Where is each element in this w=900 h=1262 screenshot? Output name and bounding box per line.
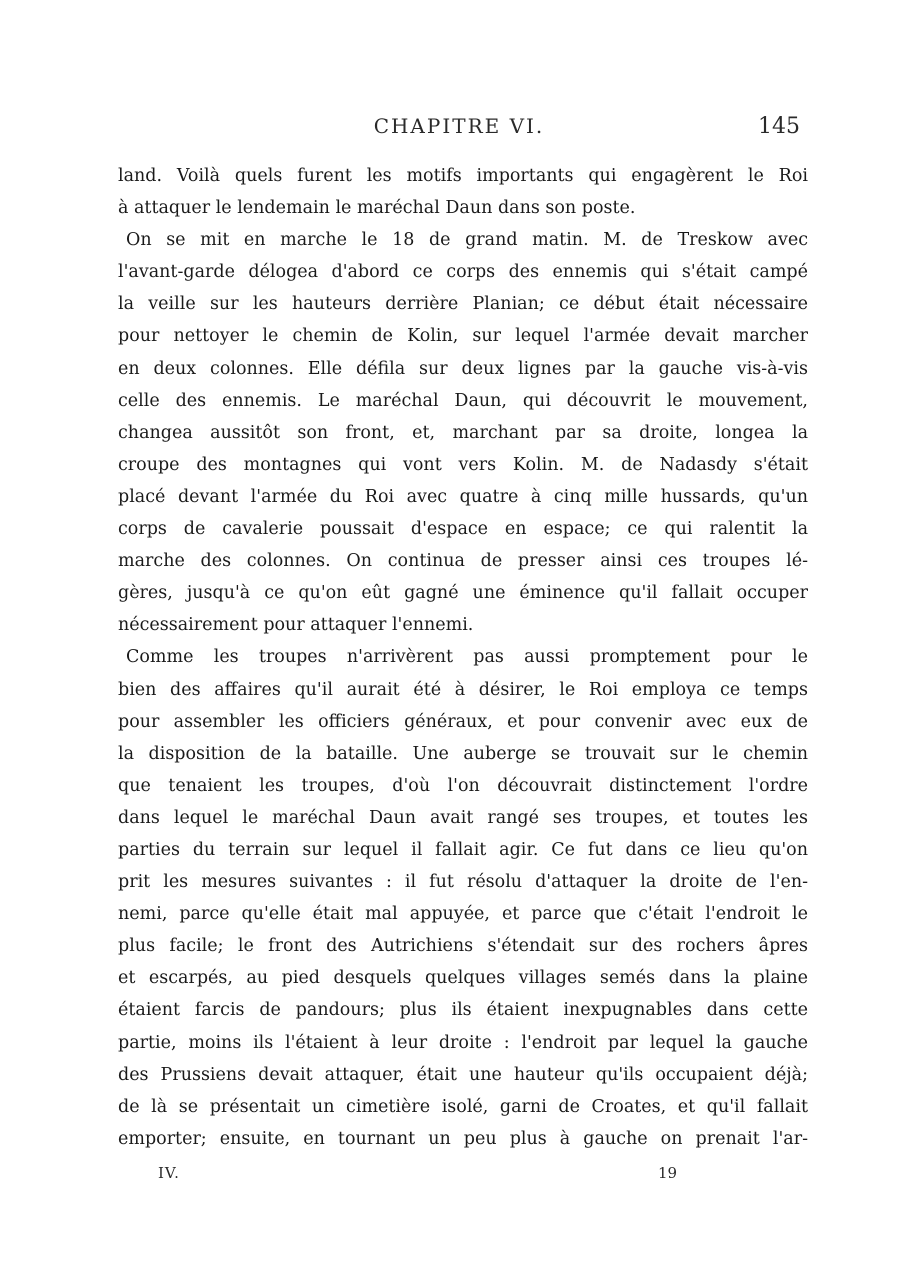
text-line: placé devant l'armée du Roi avec quatre à cinq mille hussards, qu'un [118,486,808,507]
text-line: partie, moins ils l'étaient à leur droite : l'endroit par lequel la gauche [118,1032,808,1053]
page-footer [118,1164,808,1194]
text-line: en deux colonnes. Elle défila sur deux lignes par la gauche vis-à-vis [118,358,808,379]
page-header [118,114,800,154]
body-text [118,160,808,1155]
text-line: prit les mesures suivantes : il fut résolu d'attaquer la droite de l'en- [118,872,808,893]
text-line: bien des affaires qu'il aurait été à désirer, le Roi employa ce temps [118,679,808,700]
text-line: pour assembler les officiers généraux, et pour convenir avec eux de [118,711,808,732]
text-line: des Prussiens devait attaquer, était une hauteur qu'ils occupaient déjà; [118,1064,808,1085]
text-line: corps de cavalerie poussait d'espace en espace; ce qui ralentit la [118,519,808,540]
text-line: plus facile; le front des Autrichiens s'étendait sur des rochers âpres [118,936,808,957]
gathering-signature: 19 [658,1164,678,1182]
text-line: que tenaient les troupes, d'où l'on découvrait distinctement l'ordre [118,775,808,796]
text-line: la veille sur les hauteurs derrière Planian; ce début était nécessaire [118,294,808,315]
volume-signature: IV. [158,1164,180,1182]
text-line: emporter; ensuite, en tournant un peu plus à gauche on prenait l'ar- [118,1128,808,1149]
text-line: étaient farcis de pandours; plus ils étaient inexpugnables dans cette [118,1000,808,1021]
text-line: land. Voilà quels furent les motifs importants qui engagèrent le Roi [118,166,808,186]
text-line: gères, jusqu'à ce qu'on eût gagné une éminence qu'il fallait occuper [118,583,808,604]
text-line: On se mit en marche le 18 de grand matin. M. de Treskow avec [126,230,808,251]
text-line: parties du terrain sur lequel il fallait agir. Ce fut dans ce lieu qu'on [118,839,808,860]
page-number: 145 [758,114,800,139]
text-line: à attaquer le lendemain le maréchal Daun dans son poste. [118,198,636,219]
text-line: marche des colonnes. On continua de presser ainsi ces troupes lé- [118,551,808,572]
text-line: et escarpés, au pied desquels quelques villages semés dans la plaine [118,968,808,989]
text-line: Comme les troupes n'arrivèrent pas aussi promptement pour le [126,647,808,668]
text-line: nemi, parce qu'elle était mal appuyée, et parce que c'était l'endroit le [118,904,808,925]
text-line: celle des ennemis. Le maréchal Daun, qui découvrit le mouvement, [118,390,808,411]
text-line: de là se présentait un cimetière isolé, garni de Croates, et qu'il fallait [118,1096,808,1117]
text-line: la disposition de la bataille. Une auberge se trouvait sur le chemin [118,743,808,764]
text-line: dans lequel le maréchal Daun avait rangé ses troupes, et toutes les [118,807,808,828]
text-line: croupe des montagnes qui vont vers Kolin. M. de Nadasdy s'était [118,454,808,475]
text-line: pour nettoyer le chemin de Kolin, sur lequel l'armée devait marcher [118,326,808,347]
text-line: l'avant-garde délogea d'abord ce corps des ennemis qui s'était campé [118,262,808,283]
text-line: changea aussitôt son front, et, marchant par sa droite, longea la [118,422,808,443]
running-title: CHAPITRE VI. [373,114,545,138]
text-line: nécessairement pour attaquer l'ennemi. [118,615,474,636]
